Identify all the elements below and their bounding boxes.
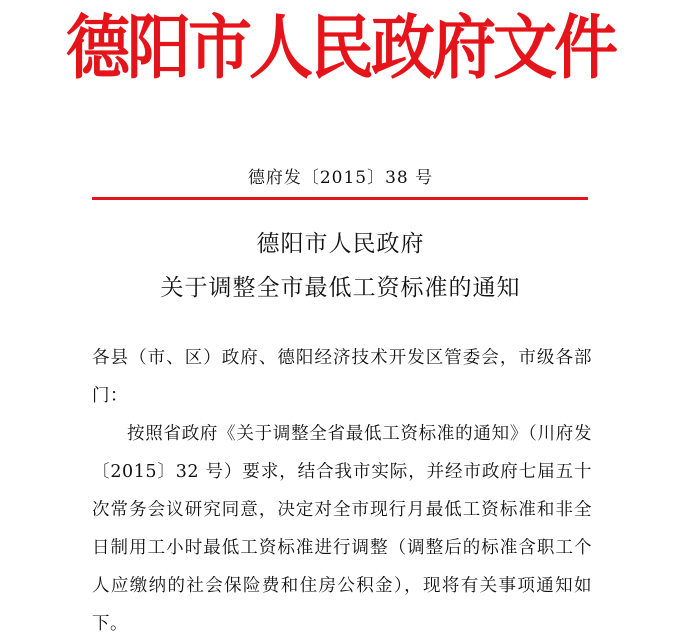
document-number: 德府发〔2015〕38 号 [247, 168, 434, 188]
title-line-1: 德阳市人民政府 [256, 231, 425, 257]
paragraph-1: 按照省政府《关于调整全省最低工资标准的通知》（川府发〔2015〕32 号）要求，结合我市实际，并经市政府七届五十次常务会议研究同意，决定对全市现行月最低工资标准和非全日制用工小时最低工资标准进行调整（调整后的标准含职工个人应缴纳的社会保险费和住房公积金），现将有关事项通知如下。 [92, 424, 592, 634]
body-text [92, 339, 592, 643]
salutation: 各县（市、区）政府、德阳经济技术开发区管委会，市级各部门： [92, 348, 592, 406]
title-block [0, 222, 681, 310]
masthead: 德阳市人民政府文件 [66, 9, 615, 89]
red-divider [92, 197, 588, 200]
title-line-2: 关于调整全市最低工资标准的通知 [160, 275, 521, 301]
